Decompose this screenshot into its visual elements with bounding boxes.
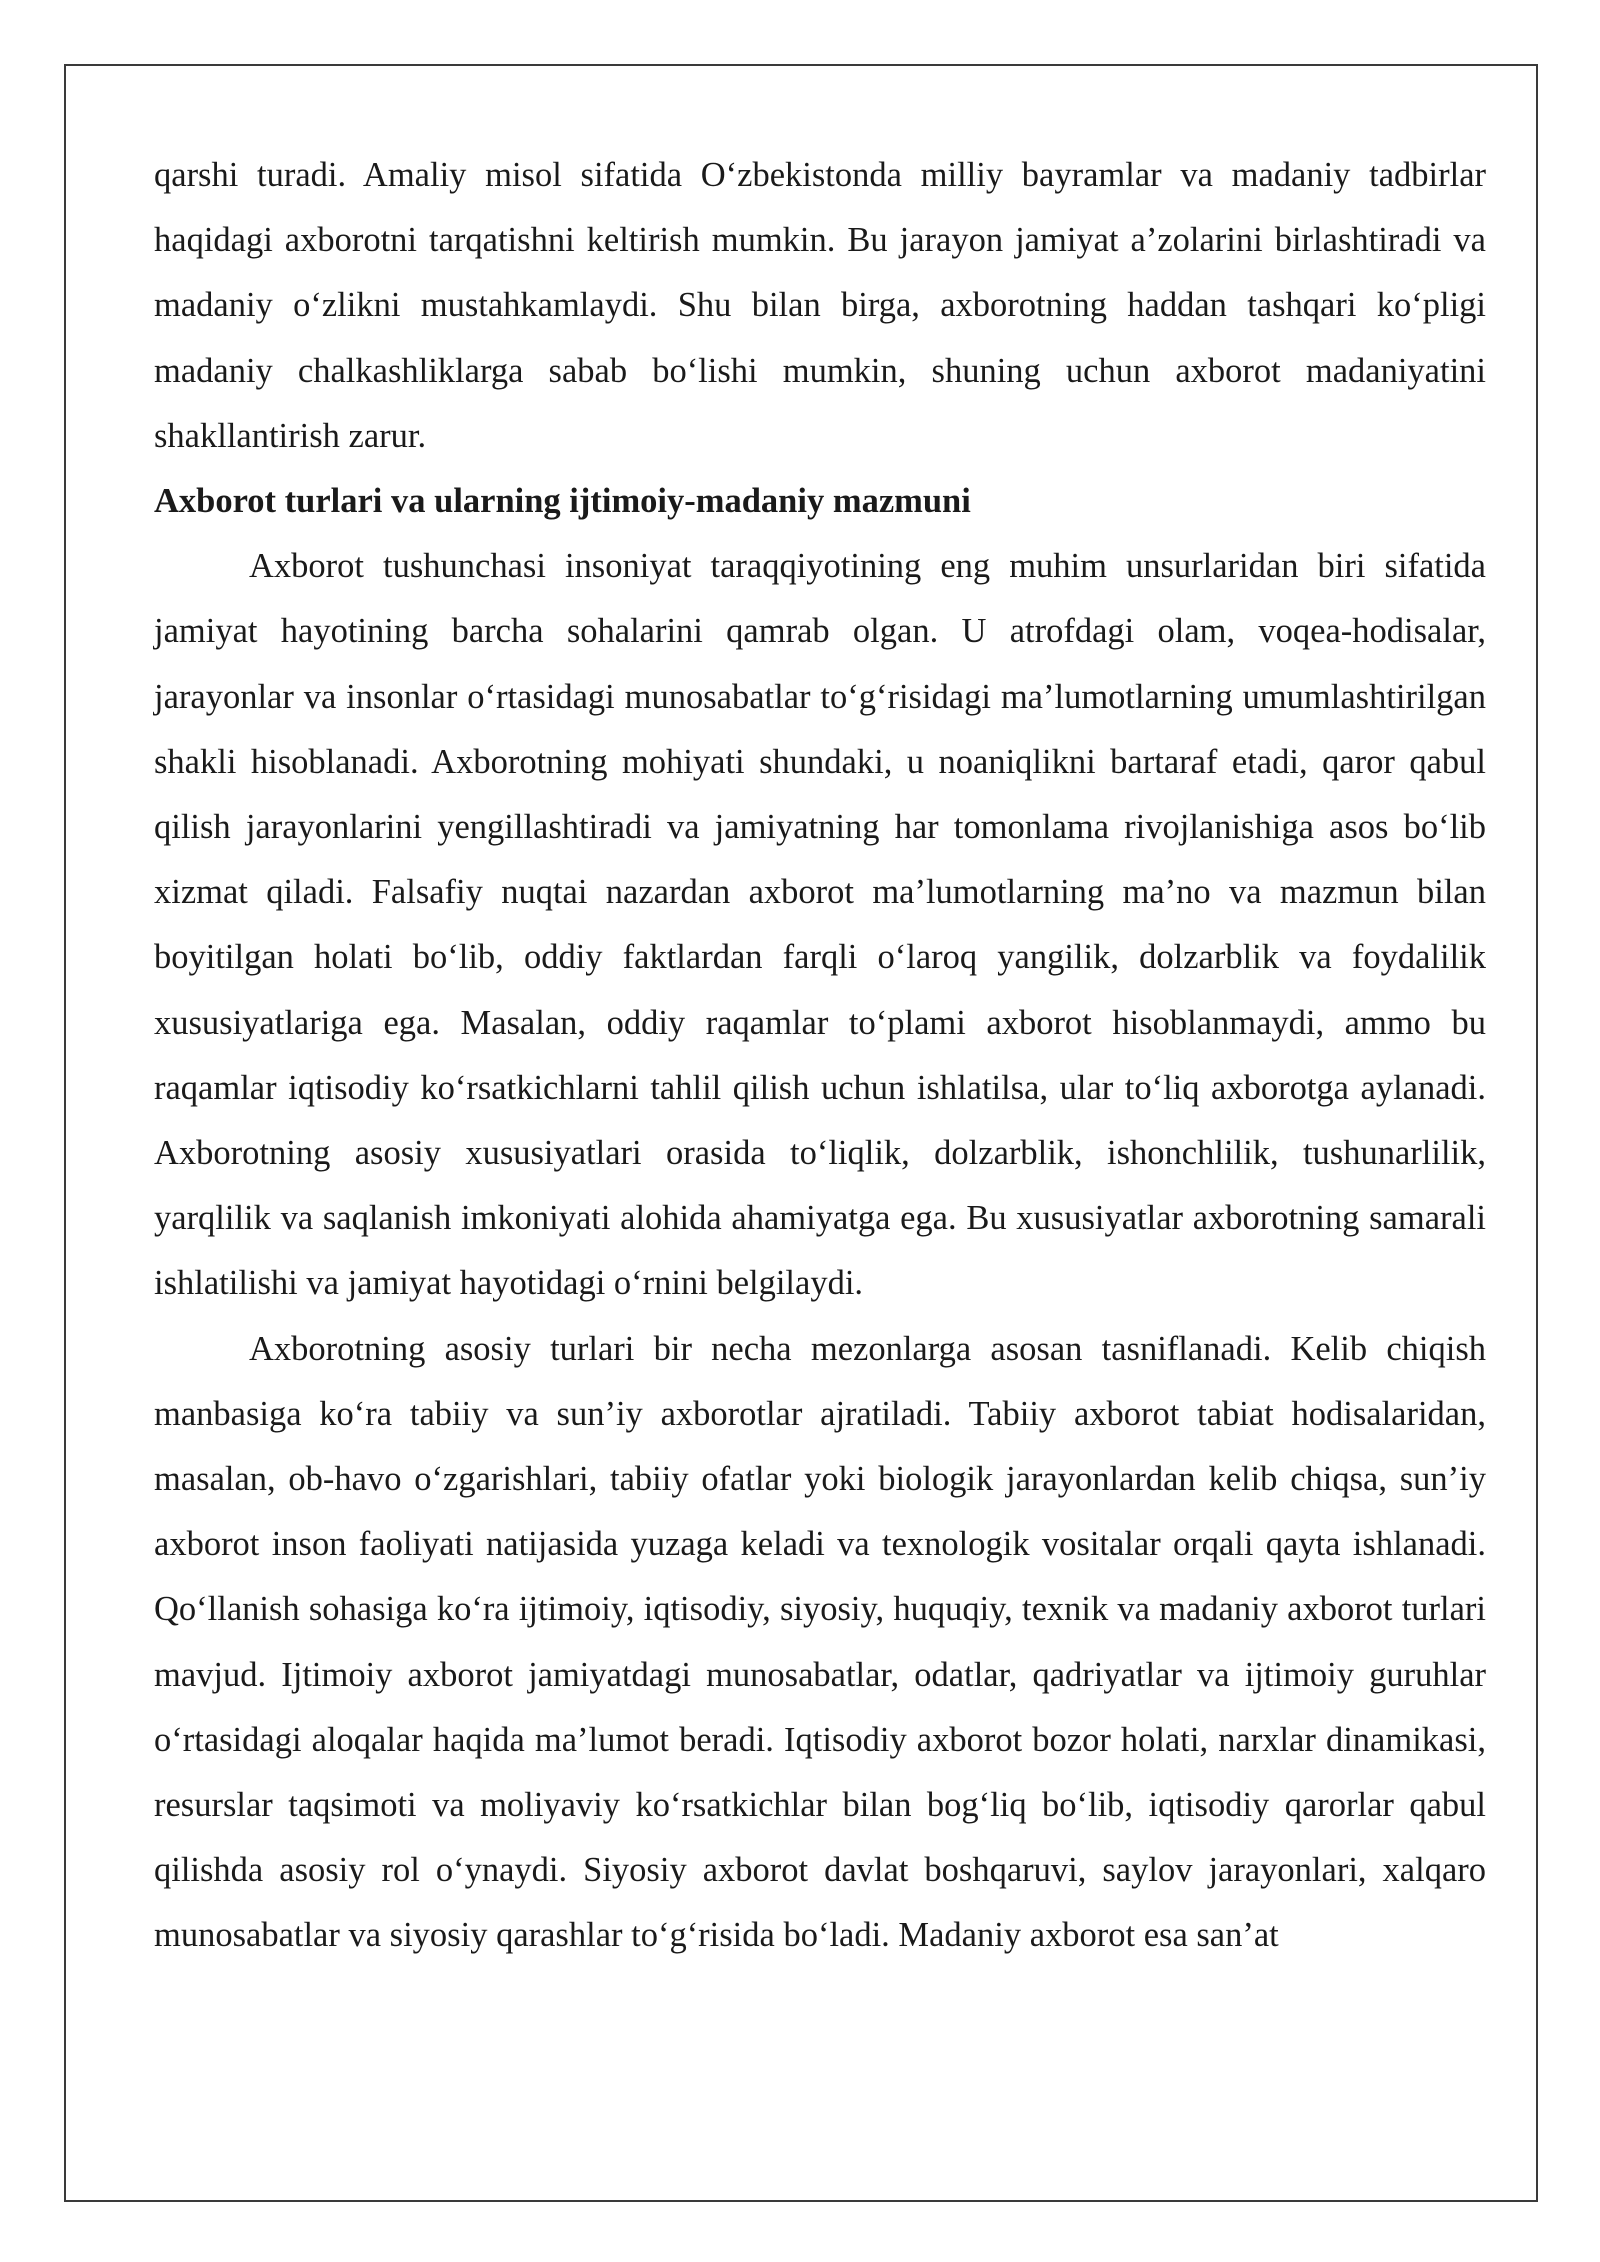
- paragraph-axborot-tushunchasi: Axborot tushunchasi insoniyat taraqqiyotining eng muhim unsurlaridan biri sifatida jamiyat hayotining barcha sohalarini qamrab olgan. U atrofdagi olam, voqea-hodisalar, jarayonlar va insonlar o‘rtasidagi munosabatlar to‘g‘risidagi ma’lumotlarning umumlashtirilgan shakli hisoblanadi. Axborotning mohiyati shundaki, u noaniqlikni bartaraf etadi, qaror qabul qilish jarayonlarini yengillashtiradi va jamiyatning har tomonlama rivojlanishiga asos bo‘lib xizmat qiladi. Falsafiy nuqtai nazardan axborot ma’lumotlarning ma’no va mazmun bilan boyitilgan holati bo‘lib, oddiy faktlardan farqli o‘laroq yangilik, dolzarblik va foydalilik xususiyatlariga ega. Masalan, oddiy raqamlar to‘plami axborot hisoblanmaydi, ammo bu raqamlar iqtisodiy ko‘rsatkichlarni tahlil qilish uchun ishlatilsa, ular to‘liq axborotga aylanadi. Axborotning asosiy xususiyatlari orasida to‘liqlik, dolzarblik, ishonchlilik, tushunarlilik, yarqlilik va saqlanish imkoniyati alohida ahamiyatga ega. Bu xususiyatlar axborotning samarali ishlatilishi va jamiyat hayotidagi o‘rnini belgilaydi.: [154, 547, 1486, 1303]
- paragraph-continuation: qarshi turadi. Amaliy misol sifatida O‘zbekistonda milliy bayramlar va madaniy tadbirlar haqidagi axborotni tarqatishni keltirish mumkin. Bu jarayon jamiyat a’zolarini birlashtiradi va madaniy o‘zlikni mustahkamlaydi. Shu bilan birga, axborotning haddan tashqari ko‘pligi madaniy chalkashliklarga sabab bo‘lishi mumkin, shuning uchun axborot madaniyatini shakllantirish zarur.: [154, 156, 1486, 455]
- section-heading: Axborot turlari va ularning ijtimoiy-madaniy mazmuni: [154, 482, 971, 521]
- paragraph-axborot-turlari: Axborotning asosiy turlari bir necha mezonlarga asosan tasniflanadi. Kelib chiqish manbasiga ko‘ra tabiiy va sun’iy axborotlar ajratiladi. Tabiiy axborot tabiat hodisalaridan, masalan, ob-havo o‘zgarishlari, tabiiy ofatlar yoki biologik jarayonlardan kelib chiqsa, sun’iy axborot inson faoliyati natijasida yuzaga keladi va texnologik vositalar orqali qayta ishlanadi. Qo‘llanish sohasiga ko‘ra ijtimoiy, iqtisodiy, siyosiy, huquqiy, texnik va madaniy axborot turlari mavjud. Ijtimoiy axborot jamiyatdagi munosabatlar, odatlar, qadriyatlar va ijtimoiy guruhlar o‘rtasidagi aloqalar haqida ma’lumot beradi. Iqtisodiy axborot bozor holati, narxlar dinamikasi, resurslar taqsimoti va moliyaviy ko‘rsatkichlar bilan bog‘liq bo‘lib, iqtisodiy qarorlar qabul qilishda asosiy rol o‘ynaydi. Siyosiy axborot davlat boshqaruvi, saylov jarayonlari, xalqaro munosabatlar va siyosiy qarashlar to‘g‘risida bo‘ladi. Madaniy axborot esa san’at: [154, 1329, 1486, 1955]
- document-body: [154, 143, 1486, 1969]
